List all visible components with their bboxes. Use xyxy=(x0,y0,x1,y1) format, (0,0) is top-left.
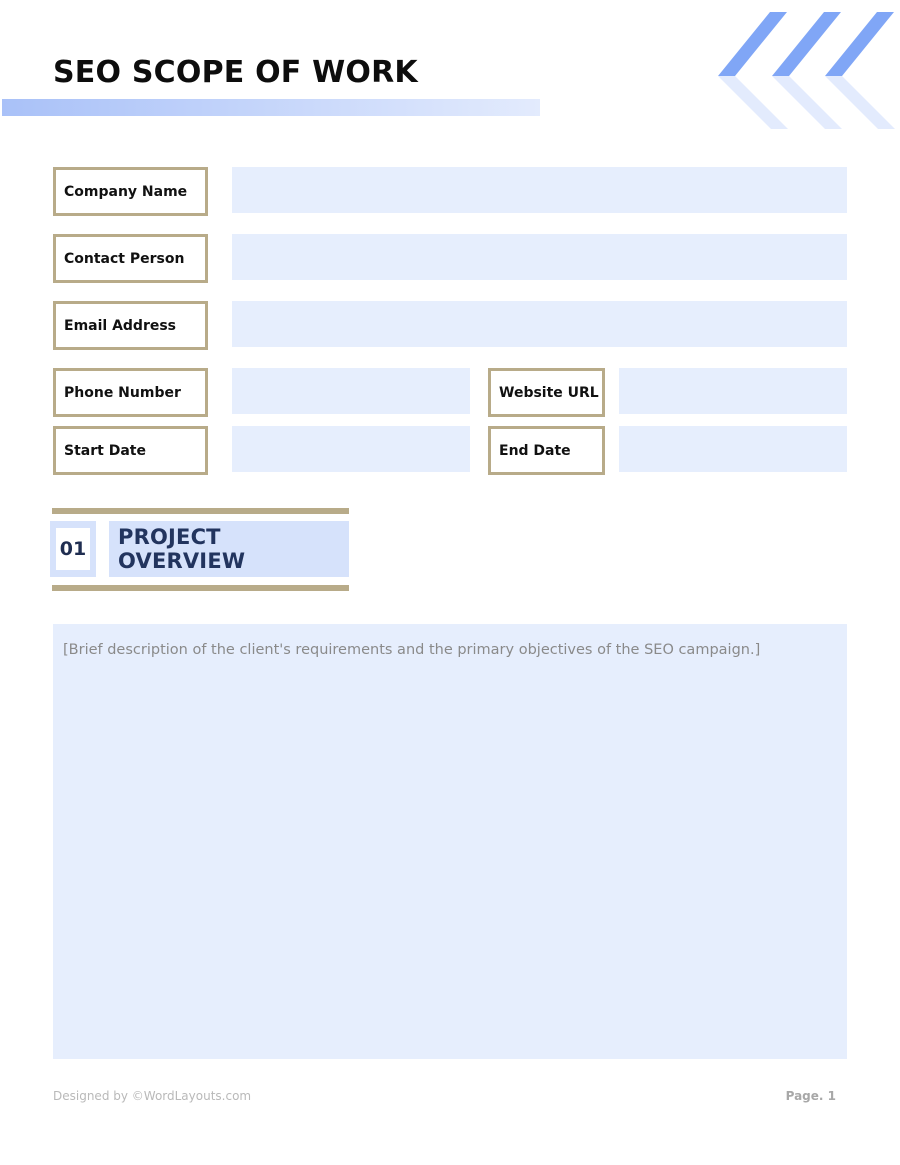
phone-number-label: Phone Number xyxy=(53,368,208,417)
page-number: Page. 1 xyxy=(785,1089,836,1103)
website-url-label: Website URL xyxy=(488,368,605,417)
phone-number-field[interactable] xyxy=(232,368,470,414)
chevron-decoration-icon xyxy=(700,0,900,140)
section-number: 01 xyxy=(56,528,90,570)
section-top-rule xyxy=(52,508,349,514)
section-bottom-rule xyxy=(52,585,349,591)
contact-person-field[interactable] xyxy=(232,234,847,280)
section-title: PROJECT OVERVIEW xyxy=(109,521,349,577)
end-date-field[interactable] xyxy=(619,426,847,472)
company-name-label: Company Name xyxy=(53,167,208,216)
company-name-field[interactable] xyxy=(232,167,847,213)
project-overview-placeholder: [Brief description of the client's requirements and the primary objectives of the SEO campaign.] xyxy=(63,642,761,658)
page-title: SEO SCOPE OF WORK xyxy=(53,55,418,90)
start-date-field[interactable] xyxy=(232,426,470,472)
end-date-label: End Date xyxy=(488,426,605,475)
email-address-label: Email Address xyxy=(53,301,208,350)
title-underline-bar xyxy=(2,99,540,116)
start-date-label: Start Date xyxy=(53,426,208,475)
contact-person-label: Contact Person xyxy=(53,234,208,283)
project-overview-textarea[interactable] xyxy=(53,624,847,1059)
website-url-field[interactable] xyxy=(619,368,847,414)
email-address-field[interactable] xyxy=(232,301,847,347)
section-number-frame xyxy=(50,521,96,577)
footer-credit: Designed by ©WordLayouts.com xyxy=(53,1089,252,1103)
